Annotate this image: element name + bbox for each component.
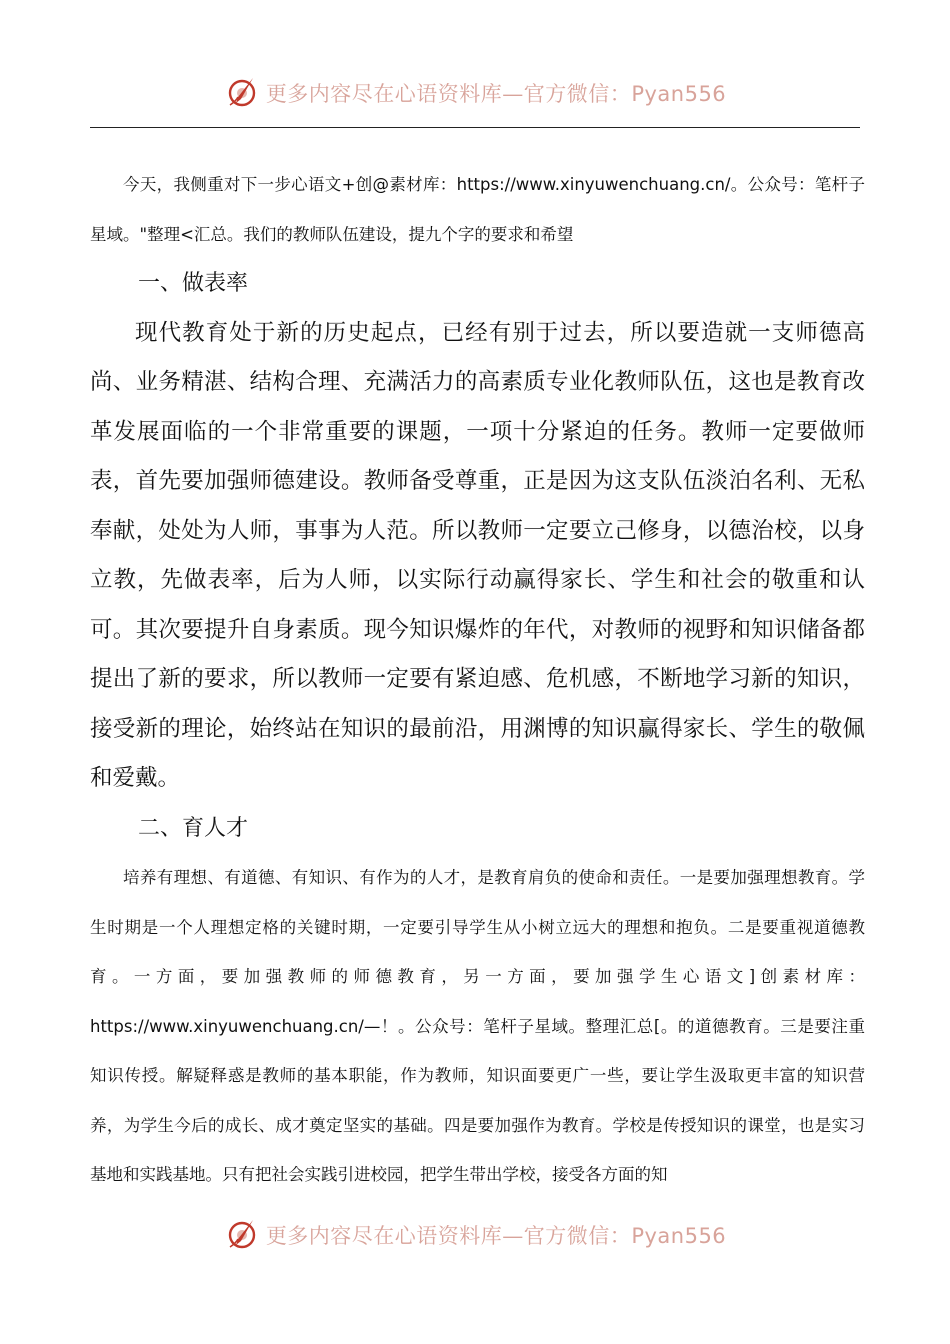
quill-logo-icon [224,75,260,111]
quill-logo-icon [224,1217,260,1253]
footer-banner-text: 更多内容尽在心语资料库—官方微信：Pyan556 [265,1224,727,1248]
header-divider [90,127,860,128]
section-1-paragraph: 现代教育处于新的历史起点，已经有别于过去，所以要造就一支师德高尚、业务精湛、结构合理、充满活力的高素质专业化教师队伍，这也是教育改革发展面临的一个非常重要的课题，一项十分紧迫的任务。教师一定要做师表，首先要加强师德建设。教师备受尊重，正是因为这支队伍淡泊名利、无私奉献，处处为人师，事事为人范。所以教师一定要立己修身，以德治校，以身立教，先做表率，后为人师，以实际行动赢得家长、学生和社会的敬重和认可。其次要提升自身素质。现今知识爆炸的年代，对教师的视野和知识储备都提出了新的要求，所以教师一定要有紧迫感、危机感，不断地学习新的知识，接受新的理论，始终站在知识的最前沿，用渊博的知识赢得家长、学生的敬佩和爱戴。 [90,319,865,791]
header-wechat-id: Pyan556 [631,82,727,106]
section-2-paragraph: 培养有理想、有道德、有知识、有作为的人才，是教育肩负的使命和责任。一是要加强理想教育。学生时期是一个人理想定格的关键时期，一定要引导学生从小树立远大的理想和抱负。二是要重视道德教育。一方面，要加强教师的师德教育，另一方面，要加强学生心语文]创素材库：https://www.xinyuwenchuang.cn/—！。公众号：笔杆子星域。整理汇总[。的道德教育。三是要注重知识传授。解疑释惑是教师的基本职能，作为教师，知识面要更广一些，要让学生汲取更丰富的知识营养，为学生今后的成长、成才奠定坚实的基础。四是要加强作为教育。学校是传授知识的课堂，也是实习基地和实践基地。只有把社会实践引进校园，把学生带出学校，接受各方面的知 [90,868,865,1184]
header-banner-text: 更多内容尽在心语资料库—官方微信：Pyan556 [265,82,727,106]
footer-wechat-id: Pyan556 [631,1224,727,1248]
document-body [90,160,865,1200]
intro-paragraph: 今天，我侧重对下一步心语文+创@素材库：https://www.xinyuwenchuang.cn/。公众号：笔杆子星域。"整理<汇总。我们的教师队伍建设，提九个字的要求和希望 [90,175,865,244]
header-banner [0,68,950,118]
footer-banner [0,1210,950,1260]
section-2-heading: 二、育人才 [138,815,249,841]
section-1-heading: 一、做表率 [138,271,249,296]
